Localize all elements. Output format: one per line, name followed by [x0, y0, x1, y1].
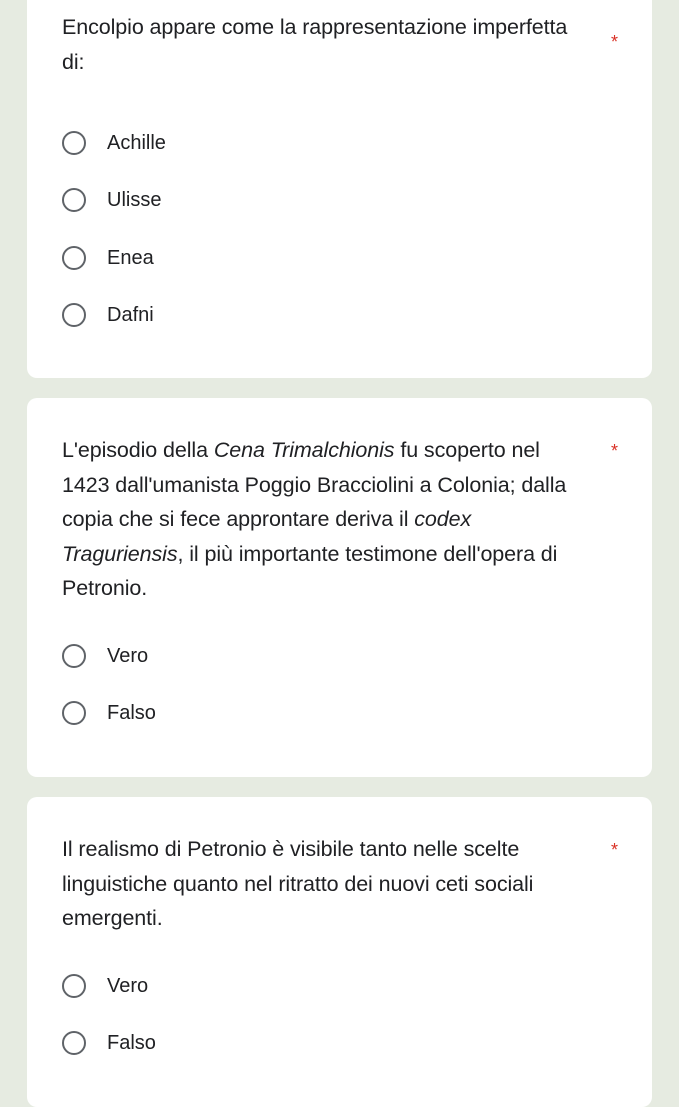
required-asterisk: * — [610, 840, 618, 860]
required-asterisk: * — [610, 441, 618, 461]
radio-button[interactable] — [62, 974, 86, 998]
radio-option-enea[interactable] — [62, 243, 154, 273]
option-label: Falso — [107, 702, 156, 724]
radio-button[interactable] — [62, 188, 86, 212]
radio-button[interactable] — [62, 131, 86, 155]
option-label: Achille — [107, 132, 166, 154]
radio-option-achille[interactable] — [62, 128, 166, 158]
radio-option-falso[interactable] — [62, 1028, 156, 1058]
option-label: Enea — [107, 247, 154, 269]
question-title-3: Il realismo di Petronio è visibile tanto nelle scelte linguistiche quanto nel ritratto dei nuovi ceti sociali emergenti. — [62, 837, 534, 930]
radio-button[interactable] — [62, 701, 86, 725]
radio-option-vero[interactable] — [62, 971, 148, 1001]
radio-button[interactable] — [62, 644, 86, 668]
question-card-3 — [27, 797, 652, 1107]
option-label: Dafni — [107, 304, 154, 326]
radio-button[interactable] — [62, 246, 86, 270]
question-title-1: Encolpio appare come la rappresentazione imperfetta di: — [62, 15, 568, 74]
radio-option-vero[interactable] — [62, 641, 148, 671]
question-title-2: L'episodio della Cena Trimalchionis fu scoperto nel 1423 dall'umanista Poggio Bracciolini a Colonia; dalla copia che si fece approntare deriva il codex Traguriensis, il più importante testimone dell'opera di Petronio. — [62, 438, 567, 600]
option-label: Vero — [107, 645, 149, 667]
required-asterisk: * — [610, 32, 618, 52]
option-label: Ulisse — [107, 189, 162, 211]
question-card-2 — [27, 398, 652, 777]
option-label: Vero — [107, 975, 149, 997]
radio-button[interactable] — [62, 1031, 86, 1055]
radio-option-dafni[interactable] — [62, 300, 154, 330]
radio-button[interactable] — [62, 303, 86, 327]
radio-option-falso[interactable] — [62, 698, 156, 728]
option-label: Falso — [107, 1032, 156, 1054]
question-card-1 — [27, 0, 652, 378]
radio-option-ulisse[interactable] — [62, 185, 161, 215]
